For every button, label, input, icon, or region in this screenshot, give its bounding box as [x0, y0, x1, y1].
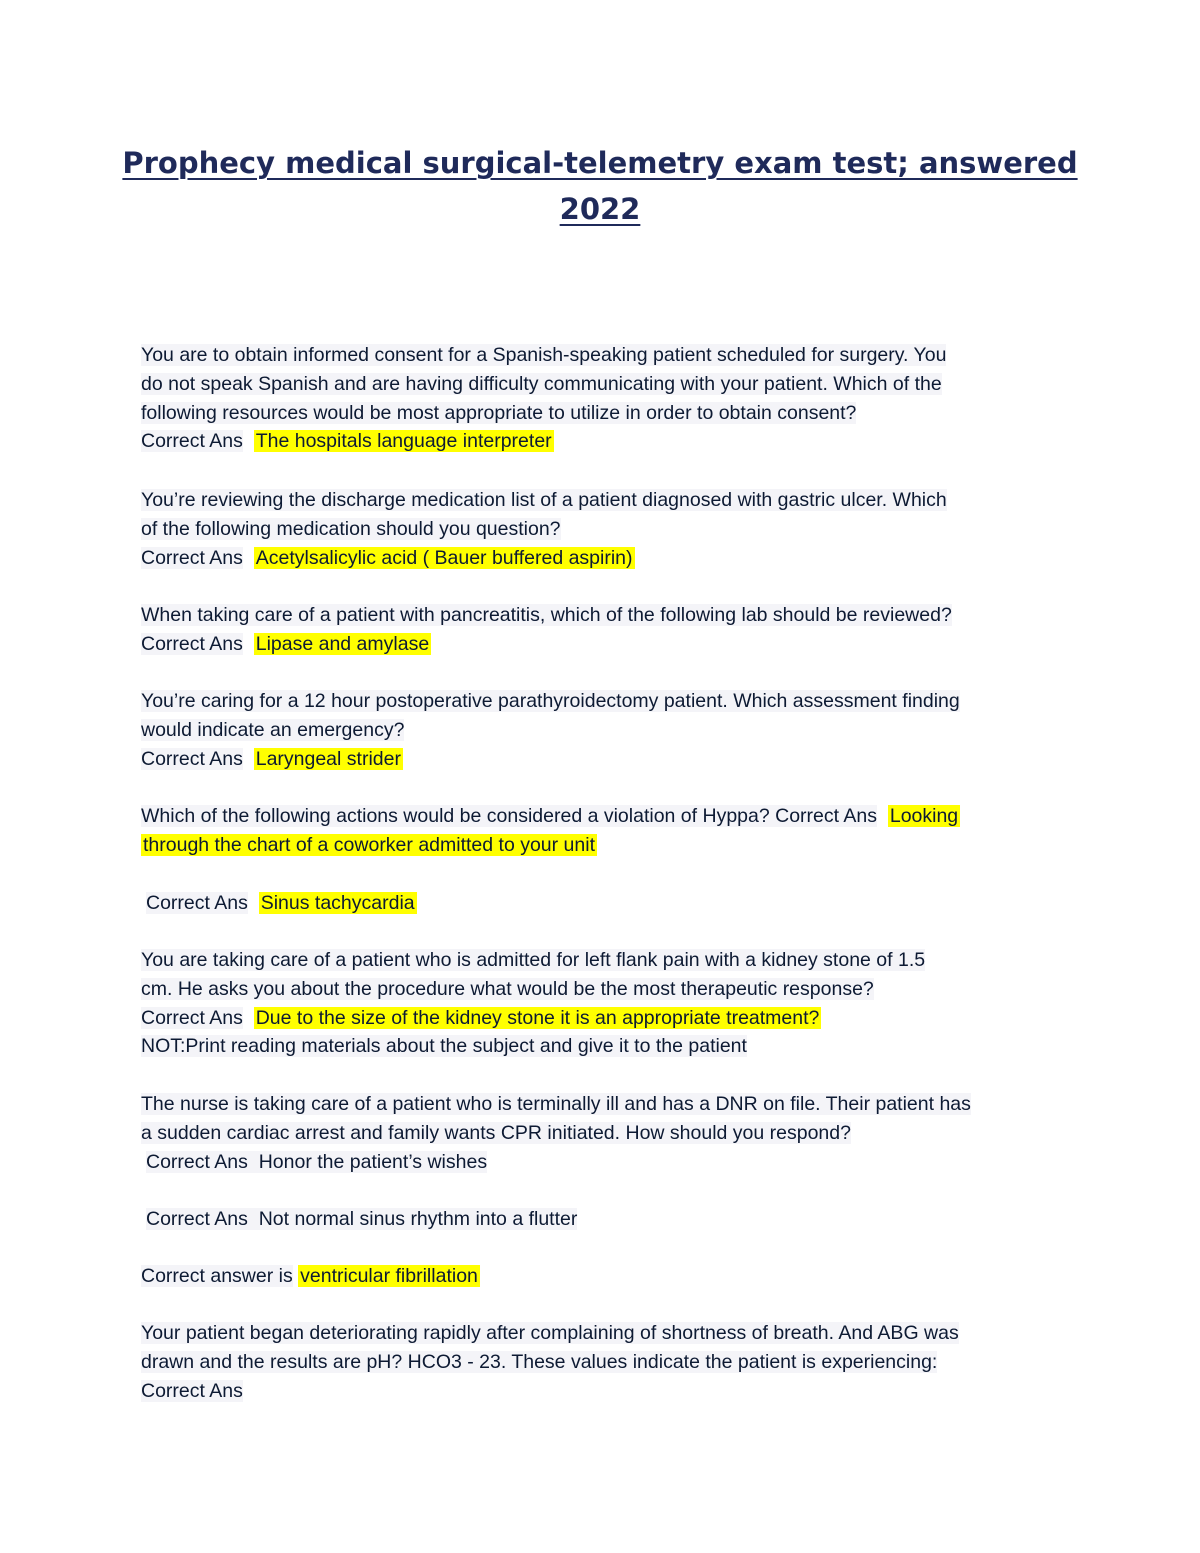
answer-line	[141, 889, 1071, 918]
correct-ans-label: Correct Ans	[146, 892, 248, 914]
correct-ans-label: Correct Ans	[141, 430, 243, 453]
question-text-line: You’re reviewing the discharge medication list of a patient diagnosed with gastric ulcer. Which	[141, 489, 947, 511]
answer-line	[141, 544, 1071, 573]
correct-answer-prefix: Correct answer is	[141, 1265, 293, 1287]
question-4	[141, 687, 1071, 773]
question-7	[141, 946, 1071, 1061]
question-5	[141, 802, 1071, 860]
question-text-line: Your patient began deteriorating rapidly after complaining of shortness of breath. And ABG was	[141, 1322, 959, 1344]
question-text-line: Which of the following actions would be considered a violation of Hyppa? Correct Ans Looking	[141, 805, 959, 827]
question-text-line: a sudden cardiac arrest and family wants CPR initiated. How should you respond?	[141, 1121, 851, 1144]
answer-text: Honor the patient’s wishes	[258, 1150, 488, 1173]
highlighted-answer: The hospitals language interpreter	[255, 430, 552, 453]
question-11	[141, 1319, 1071, 1405]
correct-ans-label: Correct Ans	[141, 1379, 243, 1402]
question-text-line: would indicate an emergency?	[141, 718, 405, 741]
question-text-line: following resources would be most appropriate to utilize in order to obtain consent?	[141, 401, 857, 424]
highlighted-answer-continued: through the chart of a coworker admitted to your unit	[143, 833, 595, 856]
correct-ans-label: Correct Ans	[141, 546, 243, 569]
correct-ans-label: Correct Ans	[141, 632, 243, 655]
question-text-line: do not speak Spanish and are having difficulty communicating with your patient. Which of the	[141, 372, 942, 395]
highlighted-answer: Lipase and amylase	[255, 632, 430, 655]
question-6	[141, 889, 1071, 918]
answer-line	[141, 427, 1071, 456]
title-line-2: 2022	[559, 192, 641, 226]
title-line-1: Prophecy medical surgical-telemetry exam test; answered	[122, 146, 1078, 180]
highlighted-answer: Looking	[889, 805, 959, 827]
question-text-line: cm. He asks you about the procedure what would be the most therapeutic response?	[141, 977, 874, 1000]
question-3	[141, 601, 1071, 659]
correct-ans-label: Correct Ans	[146, 1208, 248, 1230]
answer-line	[141, 831, 1071, 860]
correct-ans-label: Correct Ans	[141, 747, 243, 770]
answer-line	[141, 1205, 1071, 1234]
highlighted-answer: Due to the size of the kidney stone it is an appropriate treatment?	[255, 1006, 820, 1029]
answer-line	[141, 1148, 1071, 1177]
question-10	[141, 1262, 1071, 1291]
highlighted-answer: Sinus tachycardia	[260, 892, 415, 914]
question-text-line: You are to obtain informed consent for a Spanish-speaking patient scheduled for surgery. You	[141, 344, 947, 366]
question-1	[141, 341, 1071, 456]
answer-line	[141, 630, 1071, 659]
question-9	[141, 1205, 1071, 1234]
question-text-line: drawn and the results are pH? HCO3 - 23. These values indicate the patient is experiencing:	[141, 1350, 938, 1373]
answer-line	[141, 1262, 1071, 1291]
highlighted-answer: Acetylsalicylic acid ( Bauer buffered aspirin)	[255, 546, 633, 569]
question-text-line: When taking care of a patient with pancreatitis, which of the following lab should be reviewed?	[141, 604, 952, 626]
question-2	[141, 486, 1071, 572]
question-text-line: of the following medication should you question?	[141, 517, 561, 540]
correct-ans-label: Correct Ans	[141, 1006, 243, 1029]
document-title	[100, 140, 1100, 232]
highlighted-answer: Laryngeal strider	[255, 747, 401, 770]
question-text-line: You are taking care of a patient who is admitted for left flank pain with a kidney stone of 1.5	[141, 949, 926, 971]
question-text-line: You’re caring for a 12 hour postoperative parathyroidectomy patient. Which assessment finding	[141, 690, 960, 712]
answer-line	[141, 1377, 1071, 1406]
answer-line	[141, 745, 1071, 774]
answer-note: NOT:Print reading materials about the subject and give it to the patient	[141, 1035, 747, 1058]
correct-ans-label: Correct Ans	[146, 1150, 248, 1173]
answer-line	[141, 1004, 1071, 1033]
answer-text: Not normal sinus rhythm into a flutter	[258, 1208, 578, 1230]
highlighted-answer: ventricular fibrillation	[300, 1265, 478, 1287]
question-text-line: The nurse is taking care of a patient who is terminally ill and has a DNR on file. Their patient has	[141, 1093, 971, 1115]
question-8	[141, 1090, 1071, 1176]
